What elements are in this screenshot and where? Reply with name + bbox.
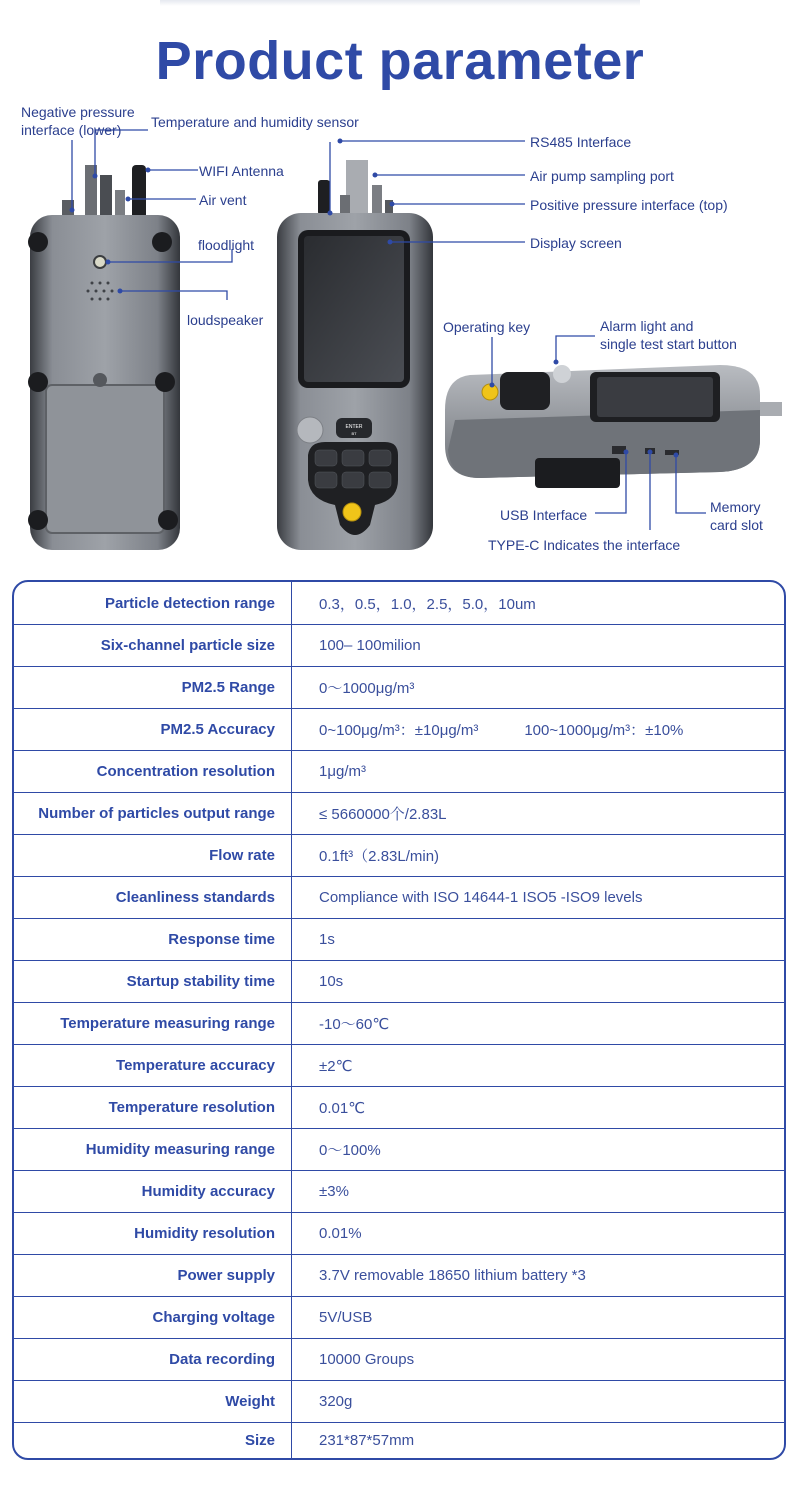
callout-air-vent: Air vent — [199, 192, 247, 208]
spec-value: 1s — [319, 931, 335, 948]
table-row — [14, 1422, 784, 1458]
spec-value: 100– 100milion — [319, 637, 421, 654]
spec-label: PM2.5 Accuracy — [14, 709, 292, 750]
enter-key-label: ENTER — [345, 424, 363, 430]
product-illustration — [0, 0, 800, 580]
spec-label: Response time — [14, 919, 292, 960]
spec-value: 10000 Groups — [319, 1351, 415, 1368]
spec-value: 10s — [319, 973, 344, 990]
spec-label: Temperature accuracy — [14, 1045, 292, 1086]
spec-table — [12, 580, 786, 1460]
callout-memory-card: Memory card slot — [710, 499, 763, 533]
spec-value: 320g — [319, 1393, 353, 1410]
spec-value-cell — [293, 1381, 784, 1422]
table-row — [14, 1338, 784, 1380]
spec-value-cell — [293, 1003, 784, 1044]
spec-value-cell — [293, 919, 784, 960]
spec-label: Data recording — [14, 1339, 292, 1380]
spec-value-secondary: 100~1000μg/m³：±10% — [524, 722, 684, 739]
spec-value: ±3% — [319, 1183, 349, 1200]
device-front-view — [277, 160, 433, 550]
page-title: Product parameter — [155, 31, 645, 91]
spec-value-cell — [293, 1213, 784, 1254]
table-row — [14, 960, 784, 1002]
spec-label: Startup stability time — [14, 961, 292, 1002]
spec-value: 0～100% — [319, 1142, 381, 1159]
spec-value-cell — [293, 835, 784, 876]
callout-type-c: TYPE-C Indicates the interface — [488, 537, 681, 553]
spec-value-cell — [293, 1255, 784, 1296]
spec-value: ≤ 5660000个/2.83L — [319, 806, 447, 823]
spec-value-cell — [293, 709, 784, 750]
spec-value-cell — [293, 1129, 784, 1170]
callout-usb: USB Interface — [500, 507, 588, 523]
spec-label: Flow rate — [14, 835, 292, 876]
spec-value-cell — [293, 961, 784, 1002]
table-row — [14, 1254, 784, 1296]
callout-display-screen: Display screen — [530, 235, 622, 251]
spec-value-cell — [293, 793, 784, 834]
spec-label: Weight — [14, 1381, 292, 1422]
table-row — [14, 918, 784, 960]
table-row — [14, 1296, 784, 1338]
table-row — [14, 750, 784, 792]
table-row — [14, 1380, 784, 1422]
table-row — [14, 1044, 784, 1086]
spec-value-cell — [293, 1045, 784, 1086]
spec-value: 0.01℃ — [319, 1099, 366, 1117]
spec-value: 0.01% — [319, 1225, 362, 1242]
callout-negative-pressure: Negative pressure interface (lower) — [21, 104, 135, 138]
callout-temp-humidity-sensor: Temperature and humidity sensor — [151, 114, 359, 130]
table-row — [14, 1002, 784, 1044]
spec-value: 0~100μg/m³：±10μg/m³ — [319, 722, 479, 739]
callout-rs485: RS485 Interface — [530, 134, 632, 150]
spec-label: Humidity accuracy — [14, 1171, 292, 1212]
callout-operating-key: Operating key — [443, 319, 531, 335]
spec-value: ±2℃ — [319, 1057, 353, 1075]
spec-label: Charging voltage — [14, 1297, 292, 1338]
spec-value: -10～60℃ — [319, 1016, 390, 1033]
spec-value-cell — [293, 1423, 784, 1458]
table-row — [14, 1086, 784, 1128]
spec-value: 3.7V removable 18650 lithium battery *3 — [319, 1267, 586, 1284]
spec-label: Number of particles output range — [14, 793, 292, 834]
spec-value: 231*87*57mm — [319, 1432, 415, 1449]
device-back-view — [28, 165, 180, 550]
table-row — [14, 792, 784, 834]
spec-value-cell — [293, 625, 784, 666]
spec-value: 5V/USB — [319, 1309, 373, 1326]
table-row — [14, 666, 784, 708]
device-side-view — [445, 365, 782, 488]
spec-value-cell — [293, 1297, 784, 1338]
spec-label: Power supply — [14, 1255, 292, 1296]
table-row — [14, 582, 784, 624]
table-row — [14, 834, 784, 876]
spec-label: Size — [14, 1423, 292, 1458]
table-row — [14, 624, 784, 666]
spec-value-cell — [293, 667, 784, 708]
spec-label: Humidity resolution — [14, 1213, 292, 1254]
spec-label: PM2.5 Range — [14, 667, 292, 708]
callout-wifi-antenna: WIFI Antenna — [199, 163, 284, 179]
table-row — [14, 1212, 784, 1254]
table-row — [14, 1170, 784, 1212]
callout-alarm-light: Alarm light and single test start button — [600, 318, 737, 352]
spec-value-cell — [293, 751, 784, 792]
callout-loudspeaker: loudspeaker — [187, 312, 264, 328]
spec-value-cell — [293, 1087, 784, 1128]
spec-value-cell — [293, 582, 784, 624]
spec-value: 0.1ft³（2.83L/min) — [319, 848, 440, 865]
table-row — [14, 1128, 784, 1170]
table-row — [14, 708, 784, 750]
spec-value: 0.3，0.5，1.0，2.5，5.0，10um — [319, 595, 536, 613]
spec-value-cell — [293, 877, 784, 918]
spec-value: 1μg/m³ — [319, 763, 366, 780]
spec-value-cell — [293, 1339, 784, 1380]
spec-value: Compliance with ISO 14644-1 ISO5 -ISO9 levels — [319, 889, 643, 906]
spec-label: Particle detection range — [14, 582, 292, 624]
spec-label: Concentration resolution — [14, 751, 292, 792]
spec-label: Humidity measuring range — [14, 1129, 292, 1170]
spec-label: Temperature measuring range — [14, 1003, 292, 1044]
callout-air-pump: Air pump sampling port — [530, 168, 674, 184]
table-row — [14, 876, 784, 918]
callout-positive-pressure: Positive pressure interface (top) — [530, 197, 728, 213]
spec-label: Cleanliness standards — [14, 877, 292, 918]
callout-floodlight: floodlight — [198, 237, 255, 253]
enter-key-sub: BT — [351, 431, 357, 436]
spec-label: Six-channel particle size — [14, 625, 292, 666]
spec-value: 0～1000μg/m³ — [319, 680, 415, 697]
spec-value-cell — [293, 1171, 784, 1212]
spec-label: Temperature resolution — [14, 1087, 292, 1128]
